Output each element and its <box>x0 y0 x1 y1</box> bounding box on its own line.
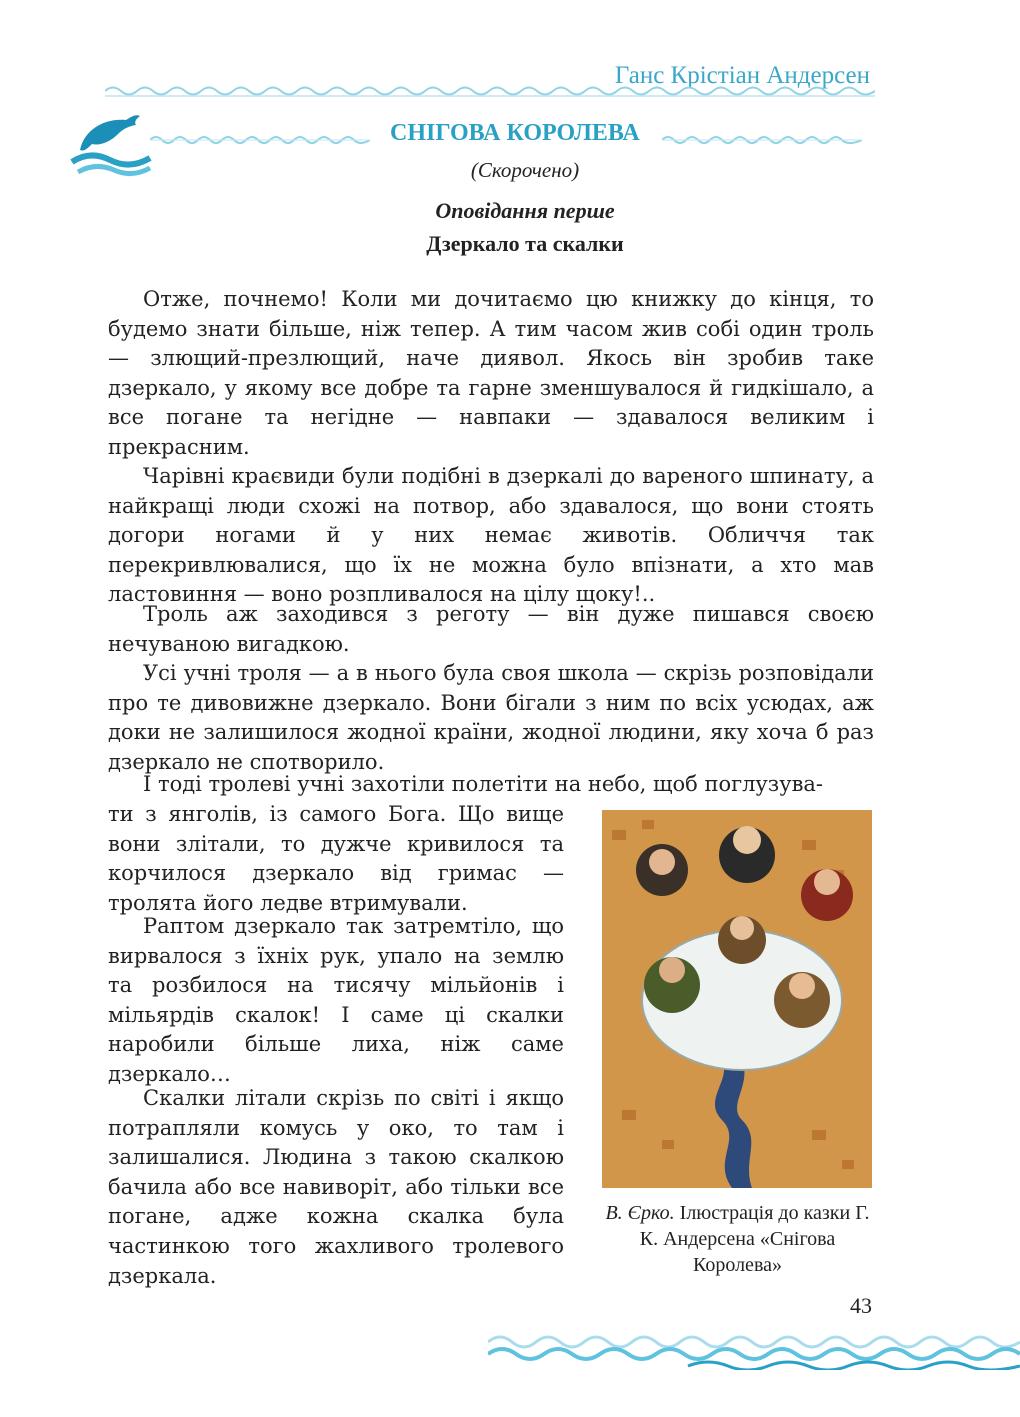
paragraph-2: Чарівні краєвиди були подібні в дзеркалі до вареного шпинату, а найкращі люди схожі на потвор, або здавалося, що вони стоять догори ногами й у них немає животів. Обличчя так перекривлювалися, що їх не можна було впізнати, а хто мав ластовиння — воно розпливалося на цілу щоку!.. <box>108 464 874 607</box>
paragraph-1: Отже, почнемо! Коли ми дочитаємо цю книжку до кінця, то будемо знати більше, ніж тепер. А тим часом жив собі один троль — злющий-презлющий, наче диявол. Якось він зробив таке дзеркало, у якому все добре та гарне зменшувалося й гидкішало, а все погане та негідне — навпаки — здавалося великим і прекрасним. <box>108 287 874 459</box>
decorative-wave-top <box>105 84 875 98</box>
subtitle-abridged: (Скорочено) <box>470 158 580 182</box>
chapter-title: Дзеркало та скалки <box>426 231 624 256</box>
illustration-trolls-mirror <box>602 810 872 1188</box>
paragraph-7: Скалки літали скрізь по світі і якщо потрапляли комусь у око, то там і залишалися. Людина з такою скалкою бачила або все навиворіт, або тільки все погане, адже кожна скалка була частинкою того жахливого тролевого дзеркала. <box>108 1086 564 1288</box>
paragraph-4: Усі учні троля — а в нього була своя школа — скрізь розповідали про те дивовижне дзеркало. Вони бігали з ним по всіх усюдах, аж доки не залишилося жодної країни, жодної людини, яку хоча б раз дзеркало не спотворило. <box>108 661 874 774</box>
illustration-caption <box>595 1200 880 1278</box>
paragraph-5-start: І тоді тролеві учні захотіли полетіти на небо, щоб поглузува- <box>143 772 824 796</box>
page-number: 43 <box>850 1293 872 1318</box>
paragraph-6: Раптом дзеркало так затремтіло, що вирвалося з їхніх рук, упало на землю та розбилося на тисячу мільйонів і мільярдів скалок! І саме ці скалки наробили більше лиха, ніж саме дзеркало… <box>108 914 564 1086</box>
illustration-image <box>602 810 872 1188</box>
caption-text: Ілюстрація до казки Г. К. Андерсена «Снігова Королева» <box>639 1202 870 1276</box>
decorative-wave-bottom <box>488 1322 1020 1370</box>
title-row <box>150 116 875 156</box>
caption-artist: В. Єрко. <box>605 1202 675 1224</box>
title-ornament-left <box>150 134 370 146</box>
paragraph-3: Троль аж заходився з реготу — він дуже пишався своєю нечуваною вигадкою. <box>108 602 874 656</box>
running-header-author: Ганс Крістіан Андерсен <box>614 62 870 89</box>
story-title: СНІГОВА КОРОЛЕВА <box>390 120 640 146</box>
paragraph-5-cont: ти з янголів, із самого Бога. Що вище вони злітали, то дужче кривилося та корчилося дзеркало від гримас — тролята його ледве втримували. <box>108 802 564 915</box>
chapter-number: Оповідання перше <box>435 198 615 223</box>
title-ornament-right <box>662 134 862 146</box>
